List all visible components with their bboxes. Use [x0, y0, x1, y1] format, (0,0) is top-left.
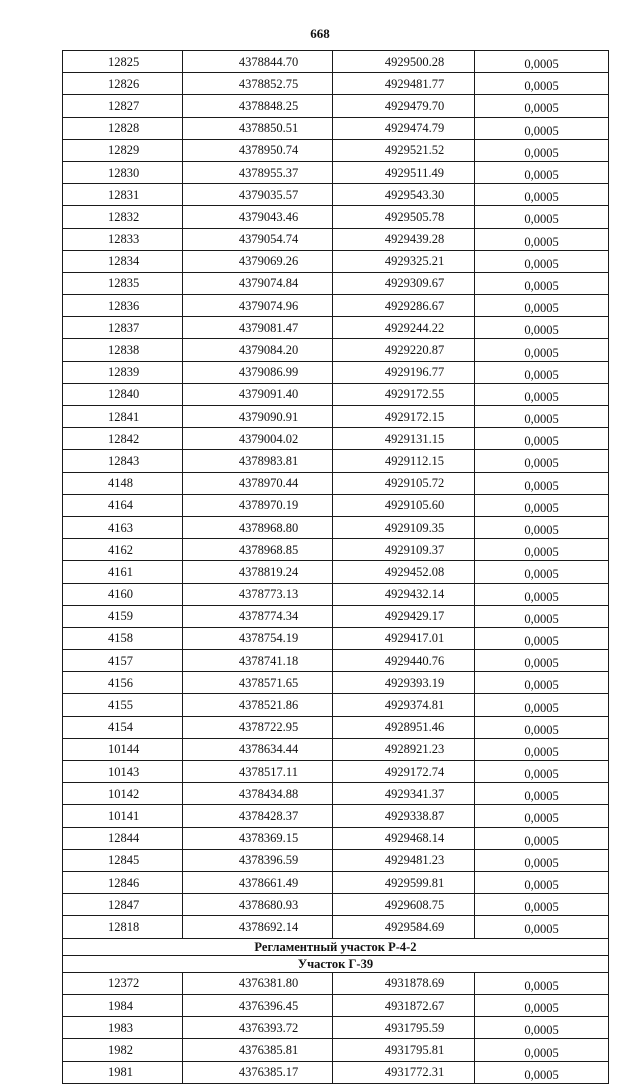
- table-body-sections: [63, 938, 609, 972]
- accuracy: 0,0005: [475, 1039, 609, 1061]
- table-row: [63, 672, 609, 694]
- accuracy: 0,0005: [475, 605, 609, 627]
- coord-x: 4379074.84: [183, 272, 333, 294]
- accuracy: 0,0005: [475, 916, 609, 938]
- point-number: 12827: [63, 95, 183, 117]
- coord-y: 4929440.76: [333, 650, 475, 672]
- coord-y: 4929105.72: [333, 472, 475, 494]
- accuracy: 0,0005: [475, 228, 609, 250]
- point-number: 4159: [63, 605, 183, 627]
- accuracy: 0,0005: [475, 450, 609, 472]
- coord-x: 4378983.81: [183, 450, 333, 472]
- coord-x: 4379084.20: [183, 339, 333, 361]
- coord-y: 4929244.22: [333, 317, 475, 339]
- coord-y: 4928921.23: [333, 738, 475, 760]
- coord-x: 4378970.44: [183, 472, 333, 494]
- table-row: [63, 972, 609, 994]
- accuracy: 0,0005: [475, 694, 609, 716]
- accuracy: 0,0005: [475, 516, 609, 538]
- point-number: 12838: [63, 339, 183, 361]
- table-row: [63, 916, 609, 938]
- coord-x: 4378517.11: [183, 761, 333, 783]
- table-row: [63, 783, 609, 805]
- coord-x: 4378968.85: [183, 539, 333, 561]
- coord-x: 4378692.14: [183, 916, 333, 938]
- coord-y: 4931772.31: [333, 1061, 475, 1083]
- coord-x: 4379074.96: [183, 295, 333, 317]
- accuracy: 0,0005: [475, 783, 609, 805]
- point-number: 12828: [63, 117, 183, 139]
- coord-x: 4378396.59: [183, 849, 333, 871]
- coord-x: 4379004.02: [183, 428, 333, 450]
- table-row: [63, 516, 609, 538]
- coord-x: 4379090.91: [183, 406, 333, 428]
- coord-y: 4931795.59: [333, 1017, 475, 1039]
- point-number: 4162: [63, 539, 183, 561]
- table-row: [63, 383, 609, 405]
- coord-y: 4929500.28: [333, 51, 475, 73]
- point-number: 4154: [63, 716, 183, 738]
- accuracy: 0,0005: [475, 827, 609, 849]
- point-number: 4155: [63, 694, 183, 716]
- accuracy: 0,0005: [475, 472, 609, 494]
- coord-x: 4378428.37: [183, 805, 333, 827]
- subsection-title: Участок Г-39: [63, 955, 609, 972]
- coord-y: 4931878.69: [333, 972, 475, 994]
- coord-y: 4929393.19: [333, 672, 475, 694]
- point-number: 1984: [63, 995, 183, 1017]
- coord-x: 4378661.49: [183, 871, 333, 893]
- table-row: [63, 339, 609, 361]
- accuracy: 0,0005: [475, 539, 609, 561]
- coord-x: 4378741.18: [183, 650, 333, 672]
- coord-y: 4928951.46: [333, 716, 475, 738]
- table-row: [63, 406, 609, 428]
- accuracy: 0,0005: [475, 972, 609, 994]
- point-number: 4156: [63, 672, 183, 694]
- table-body-top: [63, 51, 609, 939]
- coord-x: 4379035.57: [183, 184, 333, 206]
- coord-x: 4379043.46: [183, 206, 333, 228]
- accuracy: 0,0005: [475, 361, 609, 383]
- point-number: 4160: [63, 583, 183, 605]
- point-number: 1981: [63, 1061, 183, 1083]
- table-row: [63, 95, 609, 117]
- accuracy: 0,0005: [475, 161, 609, 183]
- accuracy: 0,0005: [475, 383, 609, 405]
- coord-y: 4931795.81: [333, 1039, 475, 1061]
- accuracy: 0,0005: [475, 51, 609, 73]
- table-row: [63, 472, 609, 494]
- accuracy: 0,0005: [475, 995, 609, 1017]
- accuracy: 0,0005: [475, 95, 609, 117]
- accuracy: 0,0005: [475, 73, 609, 95]
- coord-y: 4931872.67: [333, 995, 475, 1017]
- accuracy: 0,0005: [475, 117, 609, 139]
- accuracy: 0,0005: [475, 627, 609, 649]
- table-row: [63, 849, 609, 871]
- point-number: 12835: [63, 272, 183, 294]
- table-row: [63, 995, 609, 1017]
- table-row: [63, 871, 609, 893]
- table-row: [63, 361, 609, 383]
- coord-x: 4379054.74: [183, 228, 333, 250]
- coord-y: 4929429.17: [333, 605, 475, 627]
- accuracy: 0,0005: [475, 672, 609, 694]
- accuracy: 0,0005: [475, 650, 609, 672]
- table-row: [63, 805, 609, 827]
- point-number: 10143: [63, 761, 183, 783]
- point-number: 10144: [63, 738, 183, 760]
- coord-x: 4378571.65: [183, 672, 333, 694]
- coord-x: 4378680.93: [183, 894, 333, 916]
- coord-y: 4929584.69: [333, 916, 475, 938]
- point-number: 4157: [63, 650, 183, 672]
- accuracy: 0,0005: [475, 805, 609, 827]
- point-number: 12830: [63, 161, 183, 183]
- table-row: [63, 716, 609, 738]
- table-row: [63, 1061, 609, 1083]
- point-number: 4164: [63, 494, 183, 516]
- coord-x: 4378850.51: [183, 117, 333, 139]
- coord-x: 4378773.13: [183, 583, 333, 605]
- coord-y: 4929521.52: [333, 139, 475, 161]
- coord-y: 4929196.77: [333, 361, 475, 383]
- accuracy: 0,0005: [475, 1017, 609, 1039]
- table-body-bottom: [63, 972, 609, 1083]
- table-row: [63, 73, 609, 95]
- table-row: [63, 250, 609, 272]
- point-number: 12825: [63, 51, 183, 73]
- point-number: 12837: [63, 317, 183, 339]
- accuracy: 0,0005: [475, 583, 609, 605]
- point-number: 12846: [63, 871, 183, 893]
- table-row: [63, 694, 609, 716]
- table-row: [63, 51, 609, 73]
- point-number: 1982: [63, 1039, 183, 1061]
- point-number: 12845: [63, 849, 183, 871]
- point-number: 12829: [63, 139, 183, 161]
- table-row: [63, 1017, 609, 1039]
- point-number: 12841: [63, 406, 183, 428]
- accuracy: 0,0005: [475, 317, 609, 339]
- point-number: 12843: [63, 450, 183, 472]
- coord-x: 4378819.24: [183, 561, 333, 583]
- coord-y: 4929112.15: [333, 450, 475, 472]
- table-row: [63, 161, 609, 183]
- coord-x: 4378369.15: [183, 827, 333, 849]
- accuracy: 0,0005: [475, 339, 609, 361]
- table-row: [63, 1039, 609, 1061]
- point-number: 10142: [63, 783, 183, 805]
- coord-y: 4929599.81: [333, 871, 475, 893]
- coord-y: 4929172.74: [333, 761, 475, 783]
- accuracy: 0,0005: [475, 272, 609, 294]
- accuracy: 0,0005: [475, 250, 609, 272]
- coord-x: 4376381.80: [183, 972, 333, 994]
- table-row: [63, 494, 609, 516]
- accuracy: 0,0005: [475, 295, 609, 317]
- coord-y: 4929417.01: [333, 627, 475, 649]
- accuracy: 0,0005: [475, 184, 609, 206]
- accuracy: 0,0005: [475, 428, 609, 450]
- coord-y: 4929172.15: [333, 406, 475, 428]
- point-number: 12839: [63, 361, 183, 383]
- coord-x: 4378844.70: [183, 51, 333, 73]
- section-title: Регламентный участок Р-4-2: [63, 938, 609, 955]
- accuracy: 0,0005: [475, 738, 609, 760]
- coord-y: 4929309.67: [333, 272, 475, 294]
- coord-y: 4929481.23: [333, 849, 475, 871]
- coord-y: 4929325.21: [333, 250, 475, 272]
- coord-y: 4929511.49: [333, 161, 475, 183]
- accuracy: 0,0005: [475, 206, 609, 228]
- point-number: 12826: [63, 73, 183, 95]
- accuracy: 0,0005: [475, 894, 609, 916]
- table-row: [63, 184, 609, 206]
- accuracy: 0,0005: [475, 849, 609, 871]
- coord-x: 4376396.45: [183, 995, 333, 1017]
- table-row: [63, 583, 609, 605]
- table-row: [63, 117, 609, 139]
- coord-y: 4929452.08: [333, 561, 475, 583]
- table-row: [63, 272, 609, 294]
- coord-x: 4378521.86: [183, 694, 333, 716]
- point-number: 12844: [63, 827, 183, 849]
- subsection-row: [63, 955, 609, 972]
- point-number: 12831: [63, 184, 183, 206]
- table-row: [63, 139, 609, 161]
- coord-x: 4376393.72: [183, 1017, 333, 1039]
- coord-x: 4378968.80: [183, 516, 333, 538]
- coord-x: 4379069.26: [183, 250, 333, 272]
- coord-y: 4929172.55: [333, 383, 475, 405]
- table-row: [63, 761, 609, 783]
- point-number: 12818: [63, 916, 183, 938]
- table-row: [63, 738, 609, 760]
- accuracy: 0,0005: [475, 494, 609, 516]
- point-number: 1983: [63, 1017, 183, 1039]
- coord-y: 4929474.79: [333, 117, 475, 139]
- table-row: [63, 650, 609, 672]
- table-row: [63, 317, 609, 339]
- coord-x: 4378852.75: [183, 73, 333, 95]
- point-number: 12847: [63, 894, 183, 916]
- coord-x: 4379091.40: [183, 383, 333, 405]
- point-number: 12834: [63, 250, 183, 272]
- coord-x: 4376385.81: [183, 1039, 333, 1061]
- point-number: 12372: [63, 972, 183, 994]
- accuracy: 0,0005: [475, 871, 609, 893]
- coord-y: 4929439.28: [333, 228, 475, 250]
- page-number: 668: [310, 26, 330, 41]
- table-row: [63, 450, 609, 472]
- coord-x: 4378722.95: [183, 716, 333, 738]
- coord-x: 4379081.47: [183, 317, 333, 339]
- coord-y: 4929341.37: [333, 783, 475, 805]
- point-number: 4163: [63, 516, 183, 538]
- accuracy: 0,0005: [475, 139, 609, 161]
- coord-x: 4378754.19: [183, 627, 333, 649]
- coord-y: 4929109.37: [333, 539, 475, 561]
- coord-x: 4379086.99: [183, 361, 333, 383]
- point-number: 4148: [63, 472, 183, 494]
- coord-y: 4929220.87: [333, 339, 475, 361]
- coord-y: 4929479.70: [333, 95, 475, 117]
- coord-x: 4378634.44: [183, 738, 333, 760]
- coord-y: 4929481.77: [333, 73, 475, 95]
- coord-y: 4929432.14: [333, 583, 475, 605]
- point-number: 4158: [63, 627, 183, 649]
- accuracy: 0,0005: [475, 406, 609, 428]
- coord-x: 4378970.19: [183, 494, 333, 516]
- coord-y: 4929286.67: [333, 295, 475, 317]
- table-row: [63, 827, 609, 849]
- coord-y: 4929543.30: [333, 184, 475, 206]
- coord-x: 4376385.17: [183, 1061, 333, 1083]
- coord-x: 4378848.25: [183, 95, 333, 117]
- table-row: [63, 206, 609, 228]
- coord-y: 4929105.60: [333, 494, 475, 516]
- table-row: [63, 627, 609, 649]
- coord-y: 4929505.78: [333, 206, 475, 228]
- table-row: [63, 428, 609, 450]
- coord-y: 4929468.14: [333, 827, 475, 849]
- coord-y: 4929109.35: [333, 516, 475, 538]
- point-number: 12833: [63, 228, 183, 250]
- coord-y: 4929374.81: [333, 694, 475, 716]
- coord-x: 4378434.88: [183, 783, 333, 805]
- section-row: [63, 938, 609, 955]
- accuracy: 0,0005: [475, 561, 609, 583]
- coord-y: 4929608.75: [333, 894, 475, 916]
- coordinates-table: [62, 50, 609, 1084]
- table-row: [63, 228, 609, 250]
- coord-y: 4929131.15: [333, 428, 475, 450]
- point-number: 4161: [63, 561, 183, 583]
- point-number: 12840: [63, 383, 183, 405]
- coord-x: 4378774.34: [183, 605, 333, 627]
- coord-y: 4929338.87: [333, 805, 475, 827]
- coord-x: 4378950.74: [183, 139, 333, 161]
- accuracy: 0,0005: [475, 761, 609, 783]
- accuracy: 0,0005: [475, 716, 609, 738]
- coord-x: 4378955.37: [183, 161, 333, 183]
- accuracy: 0,0005: [475, 1061, 609, 1083]
- table-row: [63, 295, 609, 317]
- point-number: 10141: [63, 805, 183, 827]
- point-number: 12842: [63, 428, 183, 450]
- point-number: 12832: [63, 206, 183, 228]
- point-number: 12836: [63, 295, 183, 317]
- table-row: [63, 561, 609, 583]
- table-row: [63, 605, 609, 627]
- table-row: [63, 539, 609, 561]
